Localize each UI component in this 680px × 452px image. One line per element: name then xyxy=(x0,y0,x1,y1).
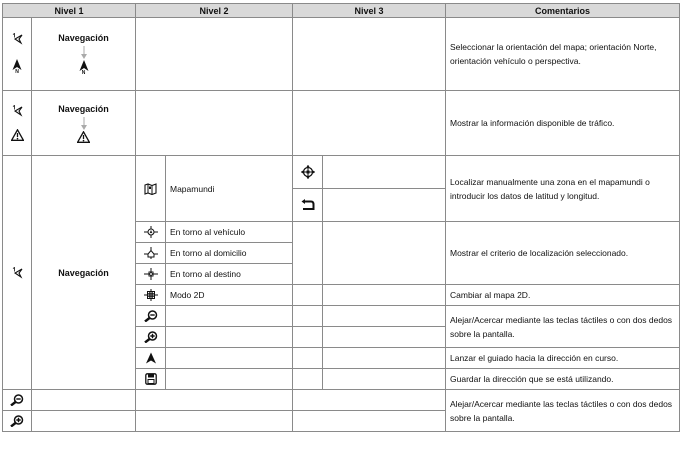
start-guidance-icon[interactable] xyxy=(136,348,166,369)
traffic-warning-icon xyxy=(77,131,90,143)
level1-icons xyxy=(3,18,32,91)
location-vehiculo-label: En torno al vehículo xyxy=(166,222,293,243)
comment-orientacion: Seleccionar la orientación del mapa; orientación Norte, orientación vehículo o perspectiva. xyxy=(446,18,680,91)
destination-location-icon[interactable] xyxy=(136,264,166,285)
level2-empty xyxy=(166,369,293,390)
home-location-icon[interactable] xyxy=(136,243,166,264)
map-orientation-icon[interactable] xyxy=(11,105,23,117)
comment-guiado: Lanzar el guiado hacia la dirección en curso. xyxy=(446,348,680,369)
mapamundi-label: Mapamundi xyxy=(166,156,293,222)
save-icon[interactable] xyxy=(136,369,166,390)
level3-empty xyxy=(293,390,446,411)
level1-icons xyxy=(3,91,32,156)
level3-empty xyxy=(293,91,446,156)
level3-empty xyxy=(323,156,446,189)
level3-empty xyxy=(323,327,446,348)
level2-empty xyxy=(136,18,293,91)
comment-trafico: Mostrar la información disponible de tráfico. xyxy=(446,91,680,156)
map-orientation-icon[interactable] xyxy=(11,33,23,45)
header-row xyxy=(3,4,680,18)
level2-empty xyxy=(136,91,293,156)
location-domicilio-label: En torno al domicilio xyxy=(166,243,293,264)
comment-zoom: Alejar/Acercar mediante las teclas táctiles o con dos dedos sobre la pantalla. xyxy=(446,306,680,348)
level3-empty xyxy=(323,348,446,369)
level3-empty xyxy=(293,222,323,285)
level3-empty xyxy=(323,369,446,390)
back-arrow-icon[interactable] xyxy=(293,189,323,222)
level3-empty xyxy=(293,18,446,91)
level2-empty xyxy=(136,390,293,411)
level2-empty xyxy=(136,411,293,432)
location-destino-label: En torno al destino xyxy=(166,264,293,285)
level3-empty xyxy=(323,285,446,306)
table-row-zoom-out-level1 xyxy=(3,390,680,411)
table-row-mapamundi xyxy=(3,156,680,189)
navegacion-label: Navegación xyxy=(58,103,109,114)
grid-2d-icon[interactable] xyxy=(136,285,166,306)
level2-empty xyxy=(166,348,293,369)
comment-modo2d: Cambiar al mapa 2D. xyxy=(446,285,680,306)
modo2d-label: Modo 2D xyxy=(166,285,293,306)
level3-empty xyxy=(323,189,446,222)
level3-empty xyxy=(323,222,446,285)
level3-empty xyxy=(293,327,323,348)
zoom-out-icon[interactable] xyxy=(136,306,166,327)
coordinates-target-icon[interactable] xyxy=(293,156,323,189)
navegacion-label: Navegación xyxy=(32,156,136,390)
zoom-in-icon[interactable] xyxy=(3,411,32,432)
zoom-in-icon[interactable] xyxy=(136,327,166,348)
down-arrow-icon xyxy=(80,117,88,131)
level1-empty xyxy=(32,390,136,411)
down-arrow-icon xyxy=(80,46,88,60)
header-nivel-3: Nivel 3 xyxy=(293,4,446,18)
level3-empty xyxy=(293,348,323,369)
comment-mapamundi: Localizar manualmente una zona en el mapamundi o introducir los datos de latitud y longitud. xyxy=(446,156,680,222)
navegacion-cell xyxy=(32,91,136,156)
map-orientation-icon[interactable] xyxy=(11,267,23,277)
comment-guardar: Guardar la dirección que se está utilizando. xyxy=(446,369,680,390)
level3-empty xyxy=(293,411,446,432)
comment-zoom-level1: Alejar/Acercar mediante las teclas táctiles o con dos dedos sobre la pantalla. xyxy=(446,390,680,432)
level1-empty xyxy=(32,411,136,432)
navegacion-cell xyxy=(32,18,136,91)
header-nivel-1: Nivel 1 xyxy=(3,4,136,18)
world-map-icon[interactable] xyxy=(136,156,166,222)
level2-empty xyxy=(166,327,293,348)
navigation-menu-table xyxy=(2,3,680,432)
navegacion-label: Navegación xyxy=(58,32,109,43)
level3-empty xyxy=(293,369,323,390)
comment-localizacion: Mostrar el criterio de localización seleccionado. xyxy=(446,222,680,285)
level3-empty xyxy=(293,306,323,327)
table-row-orientacion xyxy=(3,18,680,91)
zoom-out-icon[interactable] xyxy=(3,390,32,411)
table-row-trafico xyxy=(3,91,680,156)
north-up-arrow-icon: N xyxy=(79,60,89,76)
traffic-warning-icon xyxy=(11,129,24,141)
level1-icon-cell xyxy=(3,156,32,390)
level3-empty xyxy=(323,306,446,327)
north-up-arrow-icon: N xyxy=(12,59,22,75)
header-nivel-2: Nivel 2 xyxy=(136,4,293,18)
level2-empty xyxy=(166,306,293,327)
vehicle-location-icon[interactable] xyxy=(136,222,166,243)
level3-empty xyxy=(293,285,323,306)
header-comentarios: Comentarios xyxy=(446,4,680,18)
